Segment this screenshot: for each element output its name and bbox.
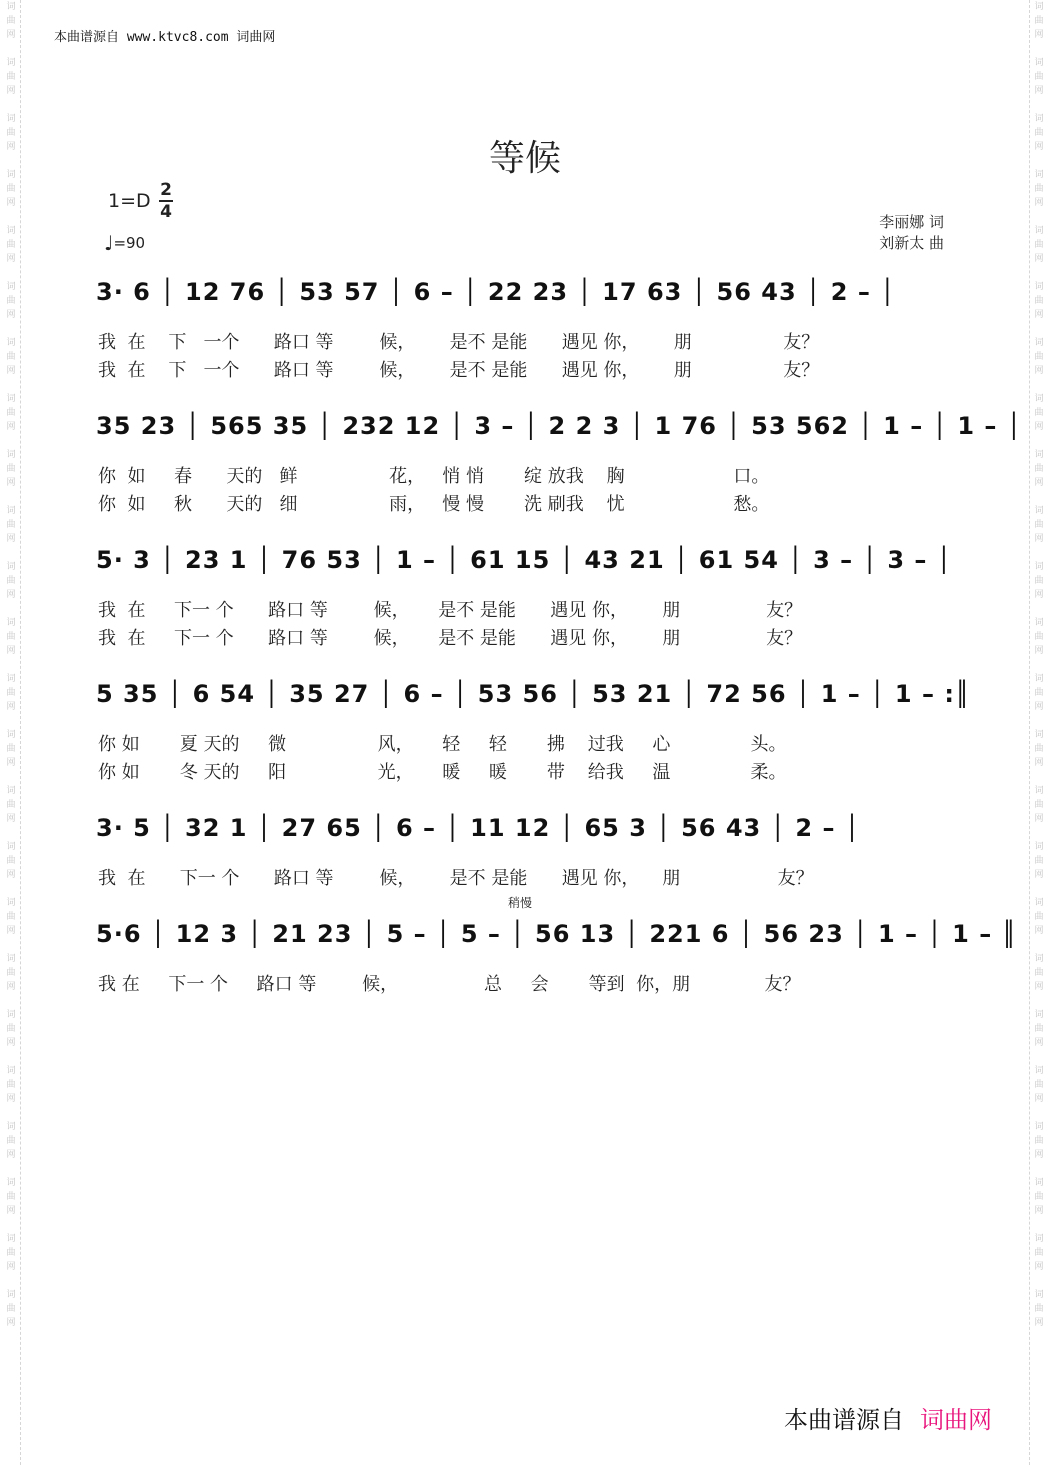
time-signature-top: 2 <box>160 180 172 200</box>
credits <box>879 212 944 254</box>
notation-line: 35 23 │ 565 35 │ 232 12 │ 3 – │ 2 2 3 │ 1 76 │ 53 562 │ 1 – │ 1 – │ <box>96 412 1023 440</box>
score-system-2 <box>96 412 1023 532</box>
quarter-note-icon: ♩ <box>104 231 114 255</box>
lyric-verse-1: 我 在 下一 个 路口 等 候， 是不 是能 遇见 你， 朋 友？ <box>98 868 814 889</box>
lyric-verse-2: 我 在 下一 个 路口 等 候， 是不 是能 遇见 你， 朋 友？ <box>98 628 803 649</box>
right-watermark-strip: 词 曲 网 词 曲 网 词 曲 网 词 曲 网 词 曲 网 词 曲 网 词 曲 网 词 曲 网 词 曲 网 词 曲 网 词 曲 网 词 曲 网 词 曲 网 词 曲 网 词 曲 网 词 曲 网 词 曲 网 词 曲 网 词 曲 网 词 曲 网 词 曲 网 词 曲 网 词 曲 网 词 曲 网 <box>1029 0 1048 1465</box>
time-signature <box>158 180 174 222</box>
lyric-verse-1: 我 在 下 一个 路口 等 候， 是不 是能 遇见 你， 朋 友？ <box>98 332 820 353</box>
footer-source-text: 本曲谱源自 <box>784 1406 904 1434</box>
song-title: 等候 <box>488 138 561 179</box>
score-system-4 <box>96 680 971 800</box>
notation-line: 3· 5 │ 32 1 │ 27 65 │ 6 – │ 11 12 │ 65 3 │ 56 43 │ 2 – │ <box>96 814 861 842</box>
lyric-verse-1: 我 在 下一 个 路口 等 候， 是不 是能 遇见 你， 朋 友？ <box>98 600 803 621</box>
composer-credit: 刘新太 曲 <box>879 234 944 252</box>
key-signature: 1=D <box>108 190 151 212</box>
notation-line: 3· 6 │ 12 76 │ 53 57 │ 6 – │ 22 23 │ 17 63 │ 56 43 │ 2 – │ <box>96 278 896 306</box>
lyric-verse-1: 我 在 下一 个 路口 等 候， 总 会 等到 你，朋 友？ <box>98 974 801 995</box>
tempo-marking <box>104 231 145 255</box>
tempo-annotation: 稍慢 <box>508 896 533 910</box>
notation-line: 5·6 │ 12 3 │ 21 23 │ 5 – │ 5 – │ 56 13 │ 221 6 │ 56 23 │ 1 – │ 1 – ║ <box>96 920 1018 948</box>
left-watermark-strip: 词 曲 网 词 曲 网 词 曲 网 词 曲 网 词 曲 网 词 曲 网 词 曲 网 词 曲 网 词 曲 网 词 曲 网 词 曲 网 词 曲 网 词 曲 网 词 曲 网 词 曲 网 词 曲 网 词 曲 网 词 曲 网 词 曲 网 词 曲 网 词 曲 网 词 曲 网 词 曲 网 词 曲 网 <box>2 0 21 1465</box>
footer-source <box>784 1400 992 1435</box>
lyric-verse-2: 你 如 秋 天的 细 雨， 慢 慢 洗 刷我 忧 愁。 <box>98 494 770 515</box>
footer-brand-text: 词曲网 <box>920 1406 992 1434</box>
tempo-value: =90 <box>113 234 146 252</box>
lyric-verse-2: 我 在 下 一个 路口 等 候， 是不 是能 遇见 你， 朋 友？ <box>98 360 820 381</box>
lyricist-credit: 李丽娜 词 <box>879 213 944 231</box>
score-system-3 <box>96 546 956 666</box>
notation-line: 5 35 │ 6 54 │ 35 27 │ 6 – │ 53 56 │ 53 21 │ 72 56 │ 1 – │ 1 – :║ <box>96 680 971 708</box>
lyric-verse-2: 你 如 冬 天的 阳 光， 暖 暖 带 给我 温 柔。 <box>98 762 787 783</box>
time-signature-bottom: 4 <box>160 202 172 222</box>
score-system-5 <box>96 814 956 934</box>
score-system-6 <box>96 896 1018 1040</box>
score-system-1 <box>96 278 956 398</box>
lyric-verse-1: 你 如 春 天的 鲜 花， 悄 悄 绽 放我 胸 口。 <box>98 466 770 487</box>
lyric-verse-1: 你 如 夏 天的 微 风， 轻 轻 拂 过我 心 头。 <box>98 734 787 755</box>
notation-line: 5· 3 │ 23 1 │ 76 53 │ 1 – │ 61 15 │ 43 21 │ 61 54 │ 3 – │ 3 – │ <box>96 546 953 574</box>
header-source-text: 本曲谱源自 www.ktvc8.com 词曲网 <box>54 30 276 45</box>
